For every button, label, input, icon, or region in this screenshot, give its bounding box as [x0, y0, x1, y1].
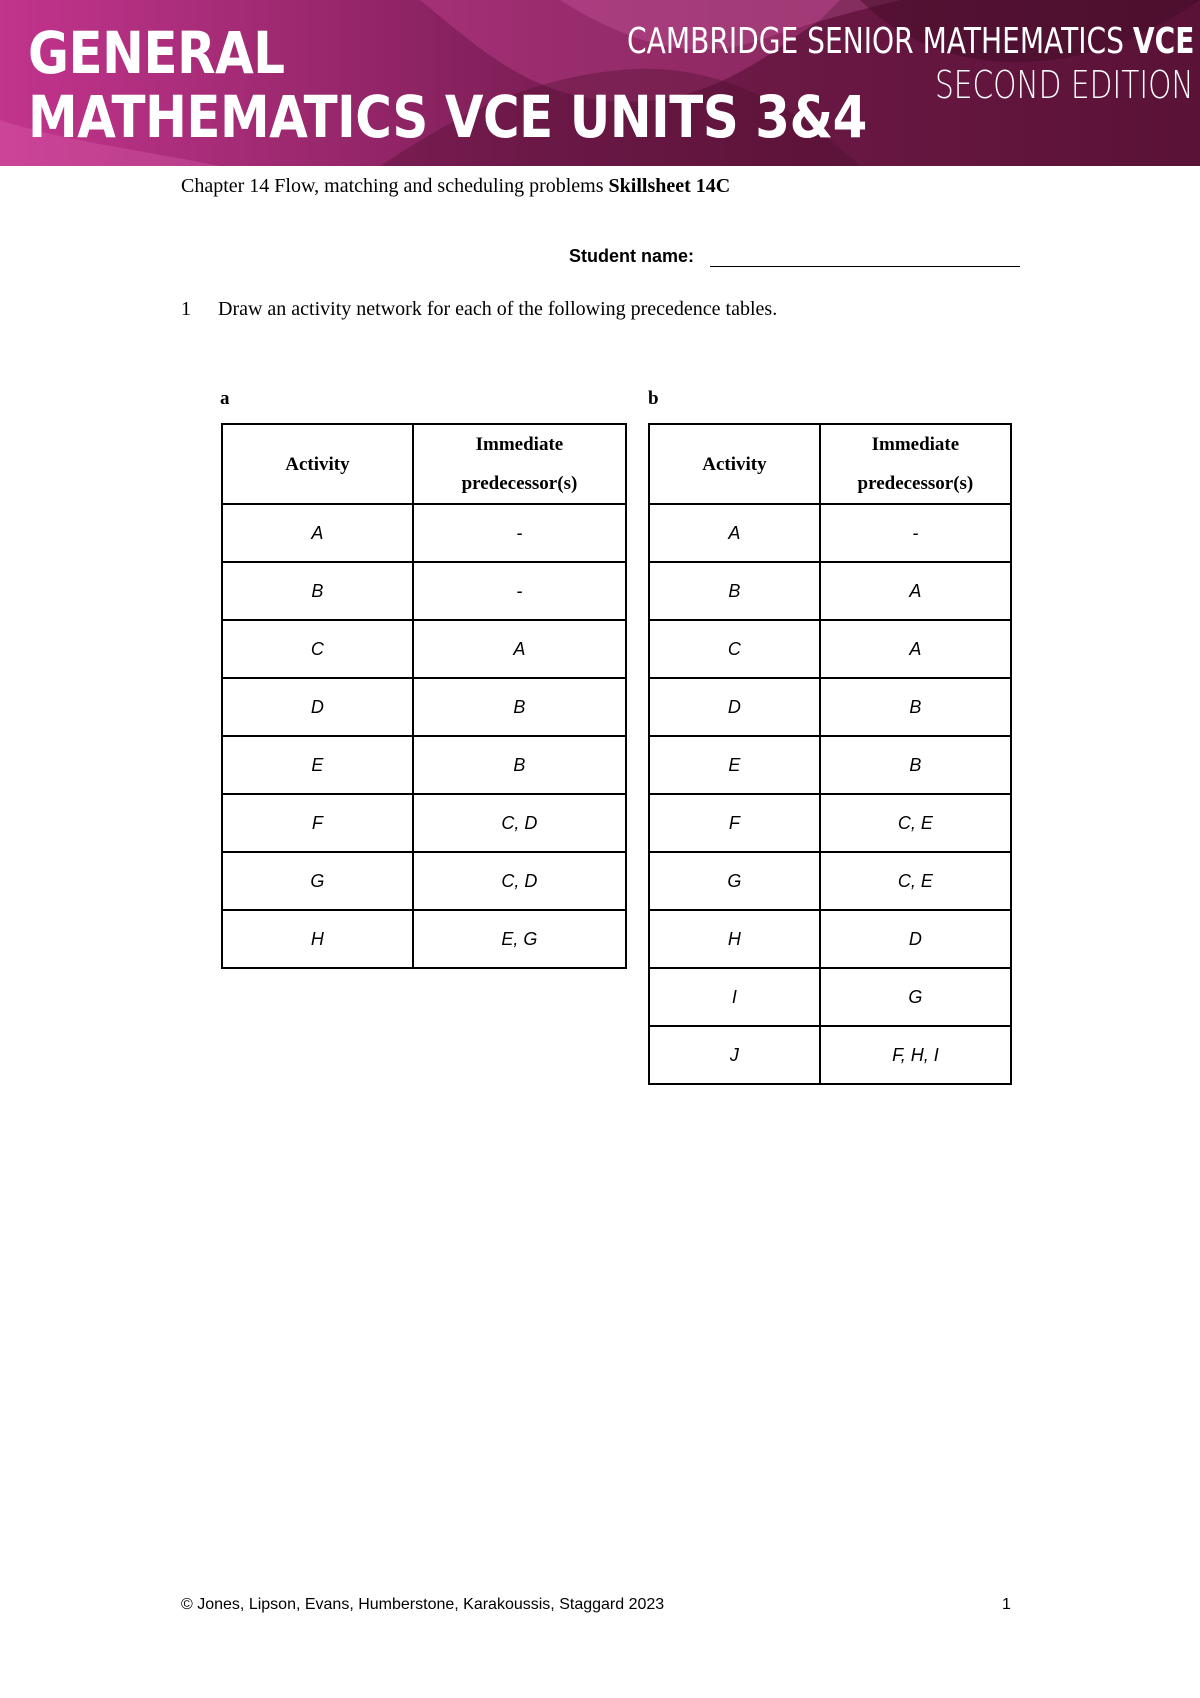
- table-header-row: [222, 424, 626, 504]
- part-a-label: a: [220, 388, 230, 409]
- banner-edition: SECOND EDITION: [935, 63, 1194, 107]
- precedence-table-b: [648, 423, 1012, 1085]
- chapter-heading: Chapter 14 Flow, matching and scheduling problems Skillsheet 14C: [181, 175, 731, 197]
- table-row: J F, H, I: [649, 1026, 1011, 1084]
- header-activity: Activity: [649, 424, 820, 504]
- table-row: G C, E: [649, 852, 1011, 910]
- header-predecessors: Immediate predecessor(s): [820, 424, 1011, 504]
- question-number: 1: [181, 298, 191, 320]
- table-row: E B: [649, 736, 1011, 794]
- table-row: D B: [649, 678, 1011, 736]
- banner-title-line2: MATHEMATICS VCE UNITS 3&4: [28, 83, 867, 151]
- question-text: Draw an activity network for each of the following precedence tables.: [218, 298, 778, 320]
- banner-series: CAMBRIDGE SENIOR MATHEMATICS VCE: [626, 21, 1194, 62]
- table-row: E B: [222, 736, 626, 794]
- page-number: 1: [1002, 1596, 1011, 1613]
- table-row: F C, D: [222, 794, 626, 852]
- precedence-table-a: [221, 423, 627, 969]
- part-b-label: b: [648, 388, 659, 409]
- footer-copyright: © Jones, Lipson, Evans, Humberstone, Karakoussis, Staggard 2023: [181, 1596, 665, 1613]
- table-row: C A: [649, 620, 1011, 678]
- table-row: C A: [222, 620, 626, 678]
- table-row: G C, D: [222, 852, 626, 910]
- table-row: I G: [649, 968, 1011, 1026]
- table-row: A -: [222, 504, 626, 562]
- table-row: B -: [222, 562, 626, 620]
- header-activity: Activity: [222, 424, 413, 504]
- table-row: H D: [649, 910, 1011, 968]
- table-row: D B: [222, 678, 626, 736]
- student-name-line[interactable]: [710, 266, 1020, 267]
- table-row: B A: [649, 562, 1011, 620]
- table-row: H E, G: [222, 910, 626, 968]
- banner-title-line1: GENERAL: [28, 19, 285, 87]
- student-name-label: Student name:: [569, 246, 695, 266]
- table-header-row: [649, 424, 1011, 504]
- table-row: A -: [649, 504, 1011, 562]
- table-row: F C, E: [649, 794, 1011, 852]
- header-banner: [0, 0, 1200, 166]
- header-predecessors: Immediate predecessor(s): [413, 424, 626, 504]
